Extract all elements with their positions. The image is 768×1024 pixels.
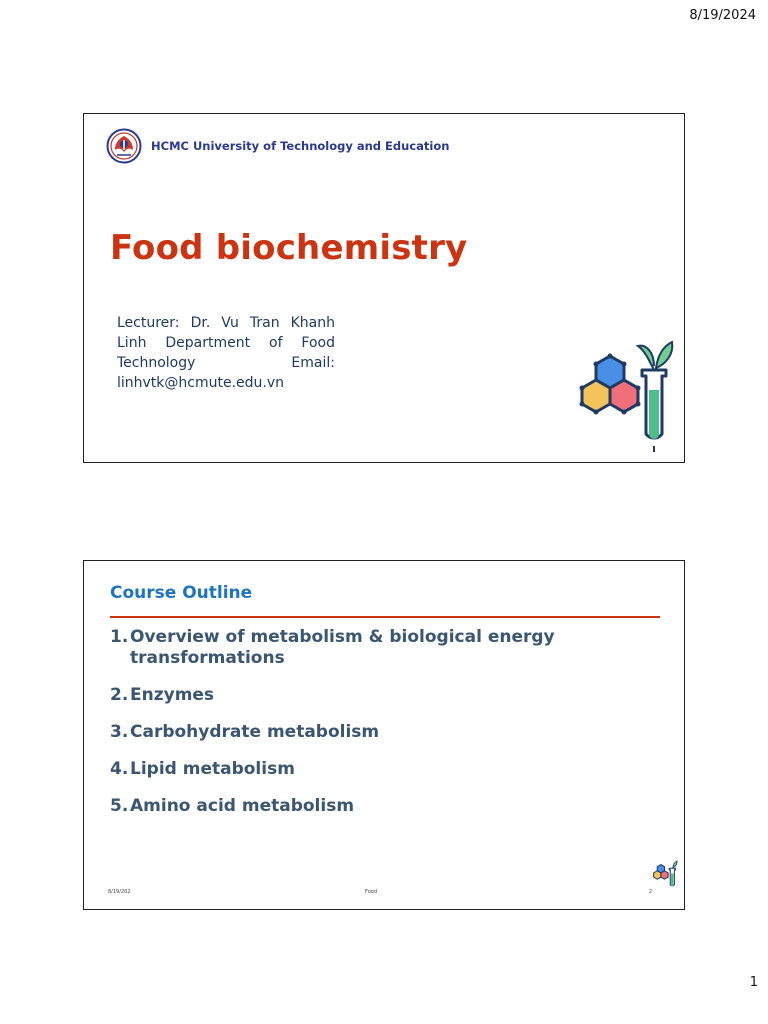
page-date: 8/19/2024 xyxy=(689,8,756,23)
list-item-text: Enzymes xyxy=(130,685,215,705)
list-item-number: 2. xyxy=(110,685,129,705)
list-item-number: 5. xyxy=(110,796,129,816)
slide-footer-number: 2 xyxy=(648,889,652,895)
slide-footer-text: Food xyxy=(365,889,377,895)
slide-title: Food biochemistry xyxy=(110,228,468,268)
outline-heading: Course Outline xyxy=(110,583,253,603)
university-name: HCMC University of Technology and Education xyxy=(151,139,450,153)
list-item-number: 1. xyxy=(110,627,129,647)
list-item xyxy=(110,796,650,817)
list-item-text: Overview of metabolism & biological energy transformations xyxy=(130,627,555,668)
title-slide xyxy=(83,113,685,463)
heading-divider xyxy=(110,616,660,618)
list-item-text: Carbohydrate metabolism xyxy=(130,722,380,742)
list-item-number: 3. xyxy=(110,722,129,742)
list-item-number: 4. xyxy=(110,759,129,779)
outline-list xyxy=(110,627,650,833)
list-item xyxy=(110,627,650,669)
list-item-text: Amino acid metabolism xyxy=(130,796,355,816)
university-header xyxy=(106,128,449,164)
outline-slide xyxy=(83,560,685,910)
lecturer-info: Lecturer: Dr. Vu Tran Khanh Linh Department of Food Technology Email: linhvtk@hcmute.edu.vn xyxy=(117,315,335,391)
page-number: 1 xyxy=(749,975,758,990)
list-item-text: Lipid metabolism xyxy=(130,759,295,779)
chemistry-flask-icon xyxy=(650,859,678,891)
list-item xyxy=(110,759,650,780)
university-logo-icon xyxy=(106,128,142,164)
list-item xyxy=(110,685,650,706)
chemistry-flask-icon xyxy=(568,336,676,456)
list-item xyxy=(110,722,650,743)
slide-footer-date: 8/19/202 xyxy=(108,889,131,895)
